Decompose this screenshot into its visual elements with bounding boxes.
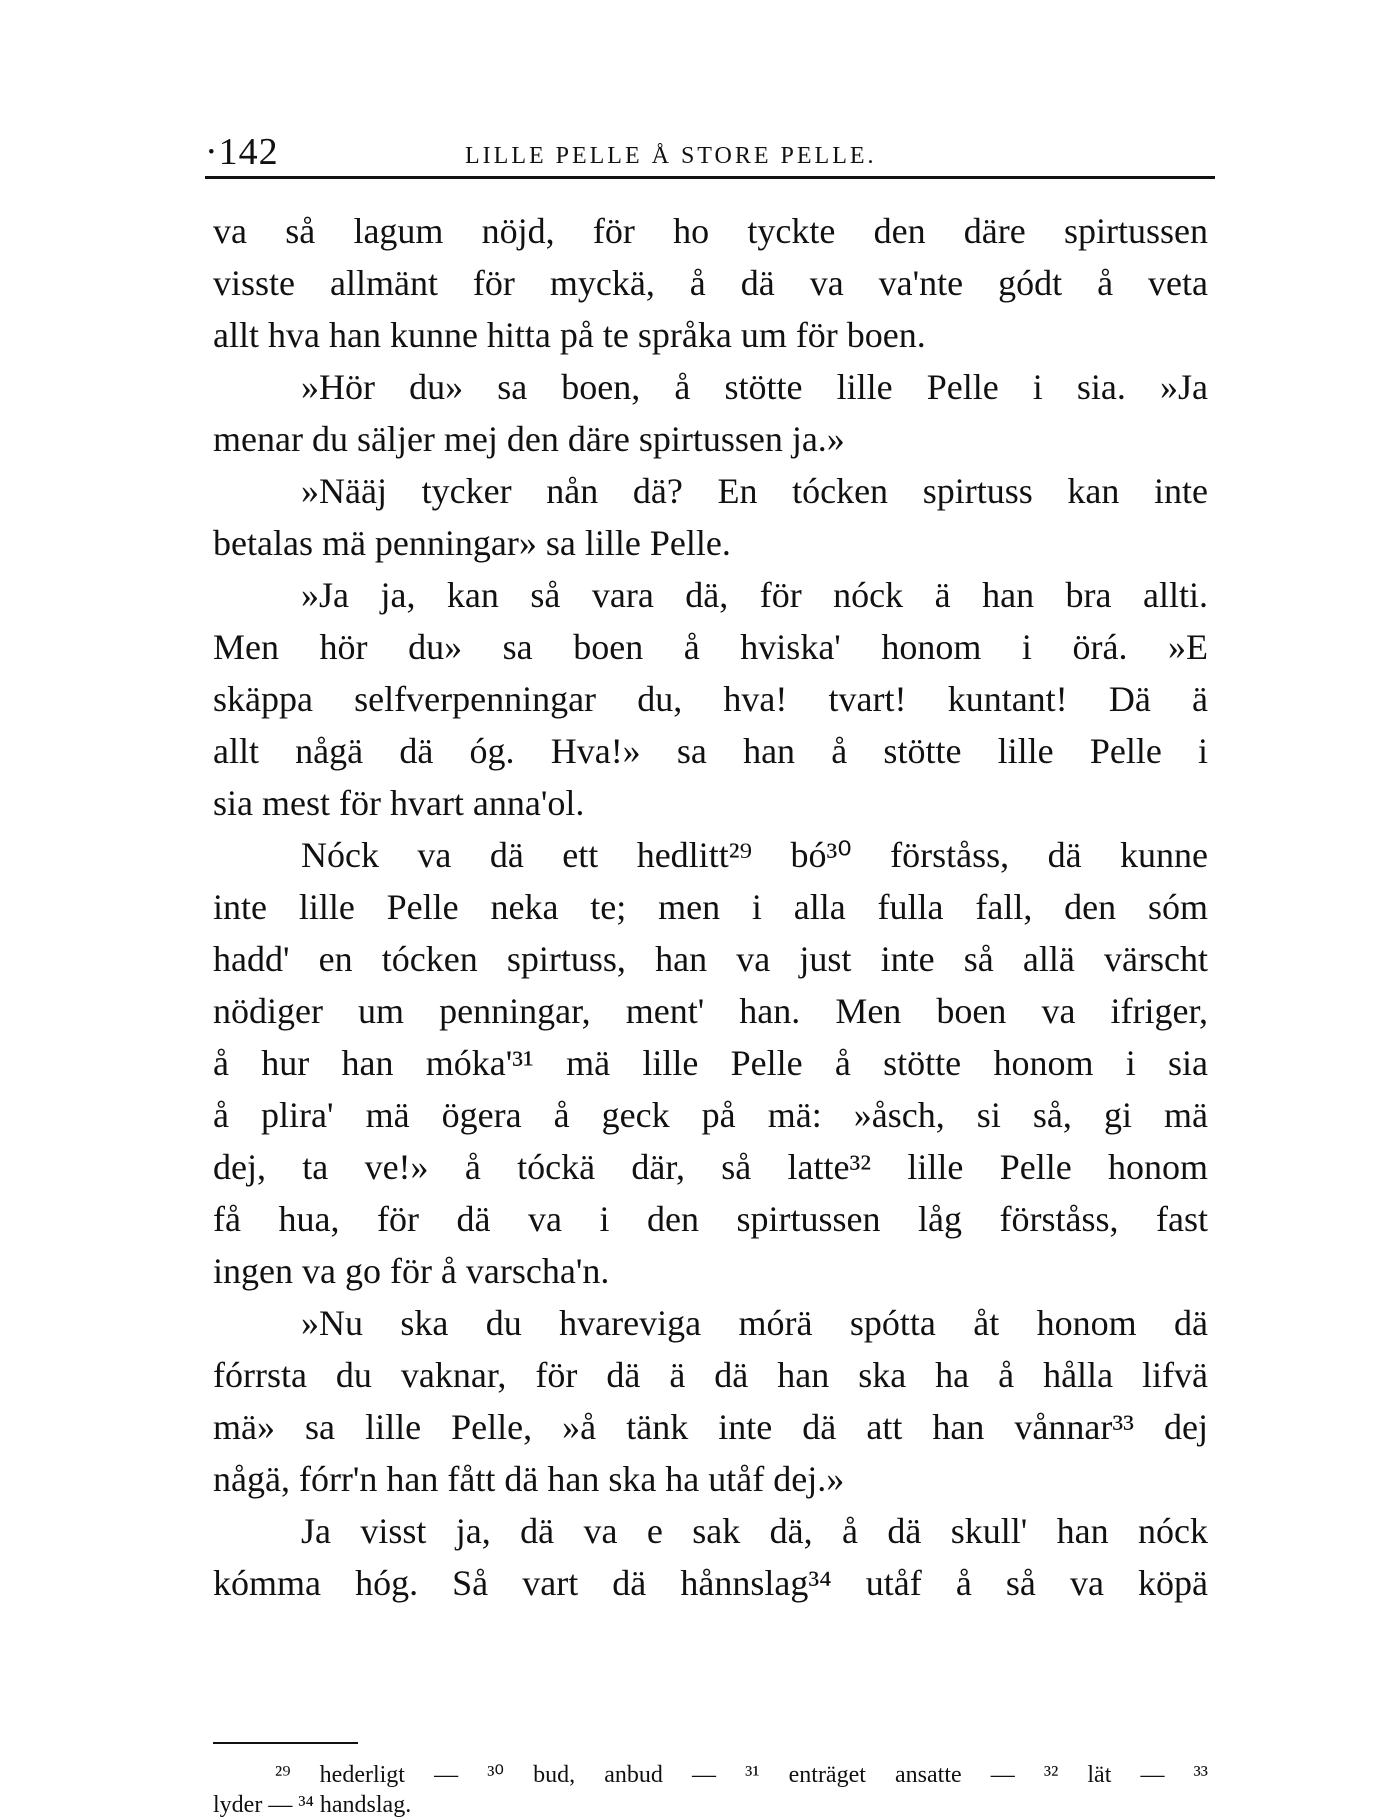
text-line: dej, ta ve!» å tóckä där, så latte³² lille Pelle honom	[213, 1147, 1208, 1187]
text-line: ingen va go för å varscha'n.	[213, 1251, 610, 1291]
body-text	[213, 205, 1208, 1609]
text-line: menar du säljer mej den däre spirtussen ja.»	[213, 419, 845, 459]
text-line: allt hva han kunne hitta på te språka um för boen.	[213, 315, 926, 355]
page-number: ·142	[205, 131, 279, 173]
text-line: fórrsta du vaknar, för dä ä dä han ska ha å hålla lifvä	[213, 1355, 1208, 1395]
text-line: å hur han móka'³¹ mä lille Pelle å stötte honom i sia	[213, 1043, 1208, 1083]
header-rule	[205, 176, 1215, 179]
footnote-line: ²⁹ hederligt — ³⁰ bud, anbud — ³¹ enträget ansatte — ³² lät — ³³	[275, 1762, 1208, 1788]
text-line: inte lille Pelle neka te; men i alla fulla fall, den sóm	[213, 887, 1208, 927]
text-line: Ja visst ja, dä va e sak dä, å dä skull' han nóck	[301, 1511, 1208, 1551]
page-header	[205, 128, 1215, 176]
running-title: LILLE PELLE Å STORE PELLE.	[465, 143, 877, 169]
text-line: »Ja ja, kan så vara dä, för nóck ä han bra allti.	[301, 575, 1208, 615]
text-line: sia mest för hvart anna'ol.	[213, 783, 585, 823]
text-line: Nóck va dä ett hedlitt²⁹ bó³⁰ förståss, dä kunne	[301, 835, 1208, 875]
text-line: skäppa selfverpenningar du, hva! tvart! kuntant! Dä ä	[213, 679, 1208, 719]
text-line: »Nääj tycker nån dä? En tócken spirtuss kan inte	[301, 471, 1208, 511]
footnote-rule	[213, 1742, 358, 1744]
text-line: hadd' en tócken spirtuss, han va just inte så allä värscht	[213, 939, 1208, 979]
text-line: å plira' mä ögera å geck på mä: »åsch, si så, gi mä	[213, 1095, 1208, 1135]
text-line: visste allmänt för myckä, å dä va va'nte gódt å veta	[213, 263, 1208, 303]
footnote-line: lyder — ³⁴ handslag.	[213, 1792, 412, 1818]
footnotes	[213, 1760, 1208, 1820]
text-line: allt någä dä óg. Hva!» sa han å stötte lille Pelle i	[213, 731, 1208, 771]
text-line: kómma hóg. Så vart dä hånnslag³⁴ utåf å så va köpä	[213, 1563, 1208, 1603]
text-line: va så lagum nöjd, för ho tyckte den däre spirtussen	[213, 211, 1208, 251]
text-line: mä» sa lille Pelle, »å tänk inte dä att han vånnar³³ dej	[213, 1407, 1208, 1447]
text-line: »Hör du» sa boen, å stötte lille Pelle i sia. »Ja	[301, 367, 1208, 407]
text-line: »Nu ska du hvareviga mórä spótta åt honom dä	[301, 1303, 1208, 1343]
text-line: betalas mä penningar» sa lille Pelle.	[213, 523, 731, 563]
text-line: Men hör du» sa boen å hviska' honom i örá. »E	[213, 627, 1208, 667]
text-line: någä, fórr'n han fått dä han ska ha utåf dej.»	[213, 1459, 845, 1499]
text-line: få hua, för dä va i den spirtussen låg förståss, fast	[213, 1199, 1208, 1239]
text-line: nödiger um penningar, ment' han. Men boen va ifriger,	[213, 991, 1208, 1031]
